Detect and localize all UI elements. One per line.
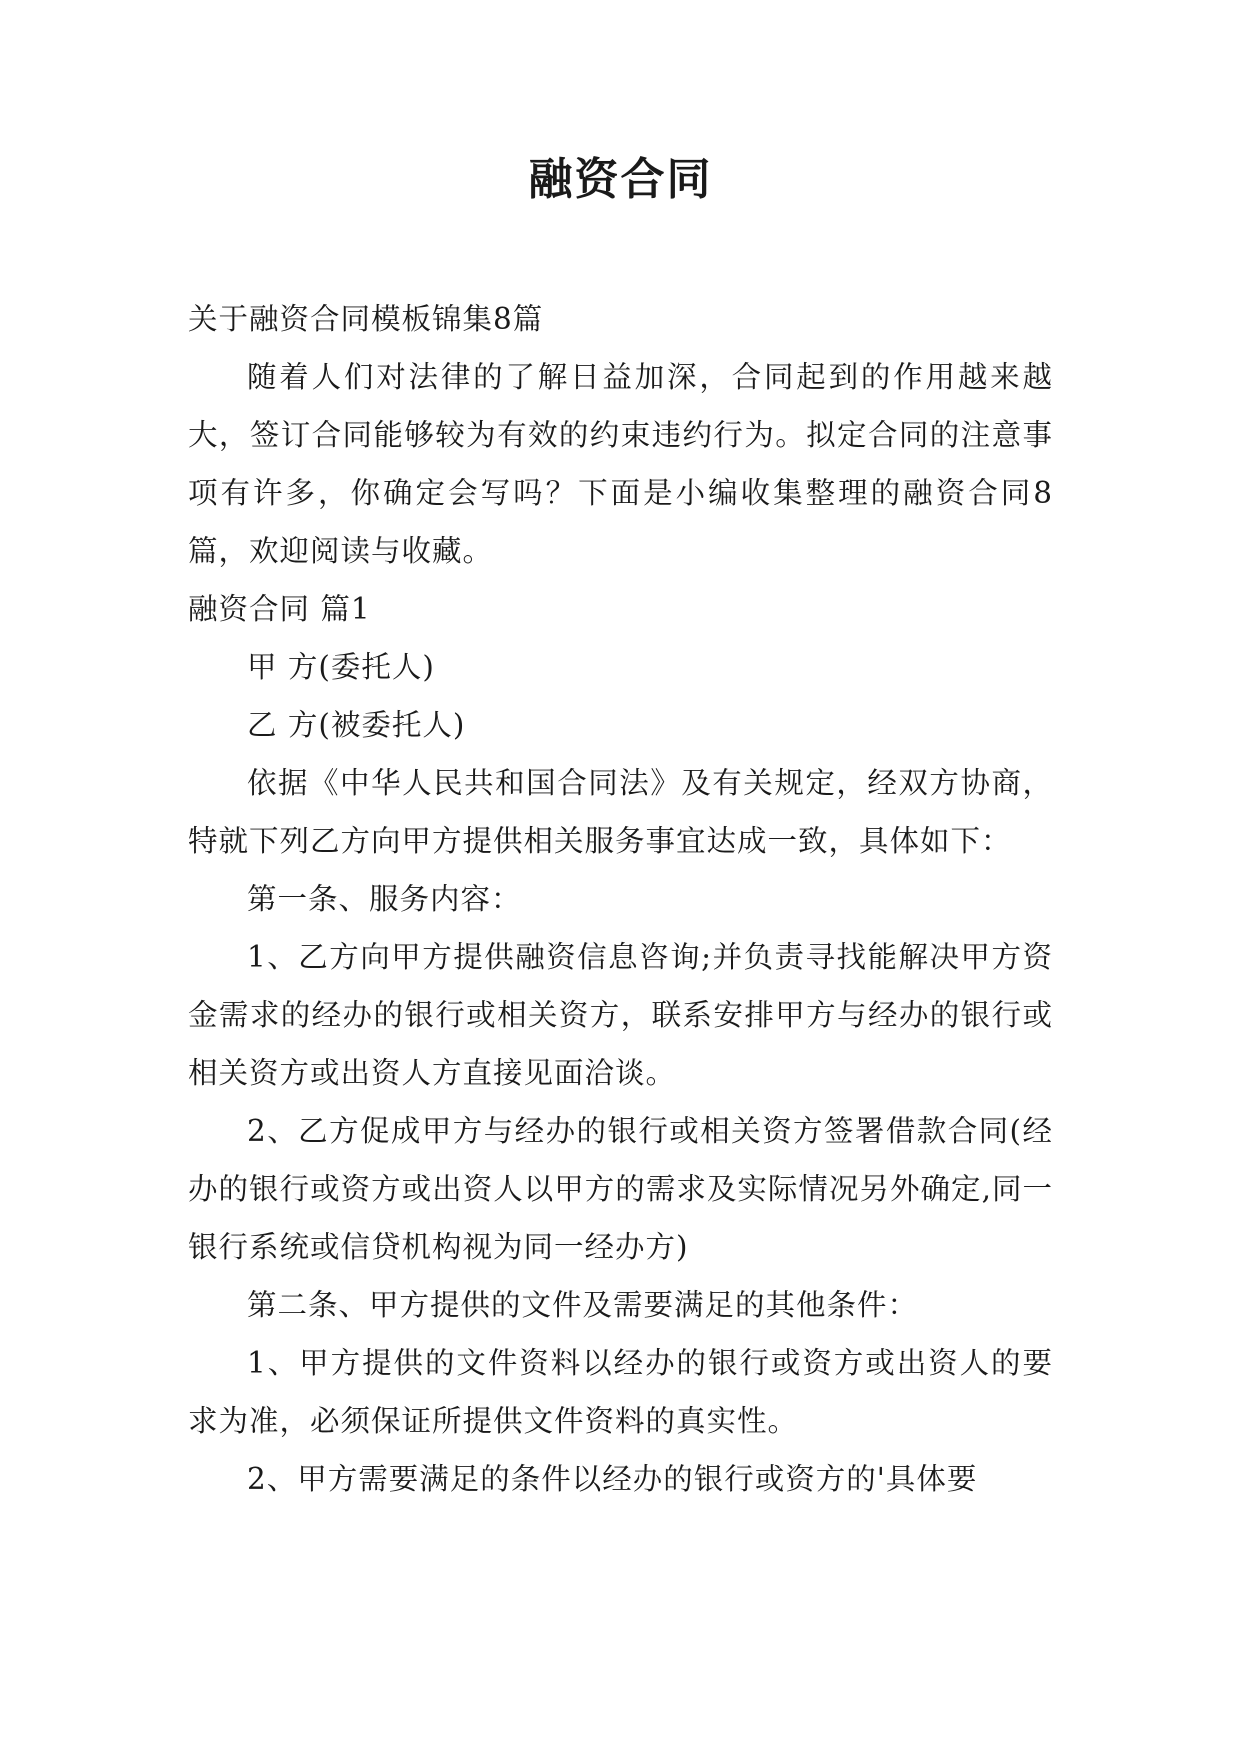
article-1-heading: 第一条、服务内容： (247, 882, 522, 916)
party-a-line: 甲 方(委托人) (247, 650, 435, 684)
paragraph-intro-heading: 关于融资合同模板锦集8篇 (188, 302, 544, 336)
article-2-heading: 第二条、甲方提供的文件及需要满足的其他条件： (247, 1288, 919, 1322)
article-1-item-2: 2、乙方促成甲方与经办的银行或相关资方签署借款合同(经办的银行或资方或出资人以甲方的需求及实际情况另外确定,同一银行系统或信贷机构视为同一经办方) (188, 1114, 1053, 1264)
article-1-item-1: 1、乙方向甲方提供融资信息咨询;并负责寻找能解决甲方资金需求的经办的银行或相关资方，联系安排甲方与经办的银行或相关资方或出资人方直接见面洽谈。 (188, 940, 1053, 1090)
section-heading: 融资合同 篇1 (188, 592, 371, 626)
document-title: 融资合同 (528, 154, 713, 205)
document-body (188, 290, 1053, 1508)
article-2-item-1: 1、甲方提供的文件资料以经办的银行或资方或出资人的要求为准，必须保证所提供文件资料的真实性。 (188, 1346, 1053, 1438)
paragraph-intro: 随着人们对法律的了解日益加深，合同起到的作用越来越大，签订合同能够较为有效的约束违约行为。拟定合同的注意事项有许多，你确定会写吗？下面是小编收集整理的融资合同8篇，欢迎阅读与收藏。 (188, 360, 1053, 568)
article-2-item-2: 2、甲方需要满足的条件以经办的银行或资方的'具体要 (247, 1462, 978, 1496)
preamble-paragraph: 依据《中华人民共和国合同法》及有关规定，经双方协商，特就下列乙方向甲方提供相关服务事宜达成一致，具体如下： (188, 766, 1053, 858)
party-b-line: 乙 方(被委托人) (247, 708, 466, 742)
